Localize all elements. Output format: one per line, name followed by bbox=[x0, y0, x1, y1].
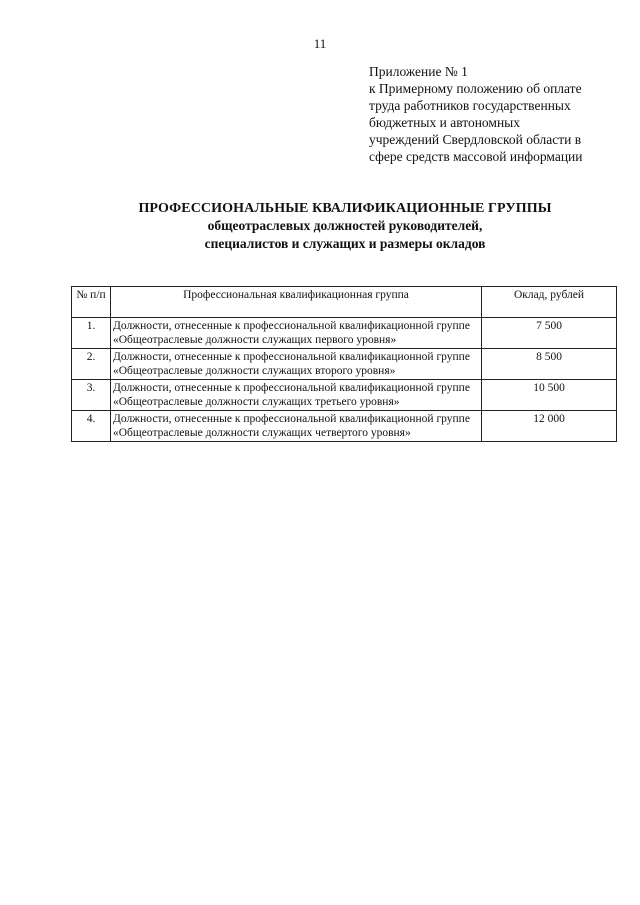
row-num: 3. bbox=[72, 380, 111, 411]
appendix-reference bbox=[369, 63, 634, 165]
page-number: 11 bbox=[313, 36, 327, 51]
appendix-line: сфере средств массовой информации bbox=[369, 149, 583, 164]
row-group: Должности, отнесенные к профессиональной квалификационной группе «Общеотраслевые должности служащих первого уровня» bbox=[111, 318, 482, 349]
row-salary: 12 000 bbox=[482, 411, 617, 442]
header-group: Профессиональная квалификационная группа bbox=[111, 287, 482, 318]
table-row bbox=[72, 380, 617, 411]
row-num: 4. bbox=[72, 411, 111, 442]
header-num: № п/п bbox=[72, 287, 111, 318]
row-group: Должности, отнесенные к профессиональной квалификационной группе «Общеотраслевые должности служащих третьего уровня» bbox=[111, 380, 482, 411]
table-row bbox=[72, 318, 617, 349]
appendix-line: бюджетных и автономных bbox=[369, 115, 521, 130]
document-subtitle-line: общеотраслевых должностей руководителей, bbox=[207, 218, 483, 233]
appendix-line: к Примерному положению об оплате bbox=[369, 81, 582, 96]
document-heading bbox=[0, 200, 640, 253]
header-salary: Оклад, рублей bbox=[482, 287, 617, 318]
row-group: Должности, отнесенные к профессиональной квалификационной группе «Общеотраслевые должности служащих четвертого уровня» bbox=[111, 411, 482, 442]
row-salary: 7 500 bbox=[482, 318, 617, 349]
row-num: 1. bbox=[72, 318, 111, 349]
row-salary: 8 500 bbox=[482, 349, 617, 380]
document-title: ПРОФЕССИОНАЛЬНЫЕ КВАЛИФИКАЦИОННЫЕ ГРУППЫ bbox=[138, 201, 552, 216]
row-salary: 10 500 bbox=[482, 380, 617, 411]
appendix-line: учреждений Свердловской области в bbox=[369, 132, 582, 147]
document-subtitle-line: специалистов и служащих и размеры окладов bbox=[204, 236, 486, 251]
appendix-line: Приложение № 1 bbox=[369, 64, 468, 79]
qualification-groups-table bbox=[71, 286, 617, 442]
table-header-row bbox=[72, 287, 617, 318]
row-num: 2. bbox=[72, 349, 111, 380]
table-row bbox=[72, 411, 617, 442]
appendix-line: труда работников государственных bbox=[369, 98, 571, 113]
row-group: Должности, отнесенные к профессиональной квалификационной группе «Общеотраслевые должности служащих второго уровня» bbox=[111, 349, 482, 380]
table-row bbox=[72, 349, 617, 380]
